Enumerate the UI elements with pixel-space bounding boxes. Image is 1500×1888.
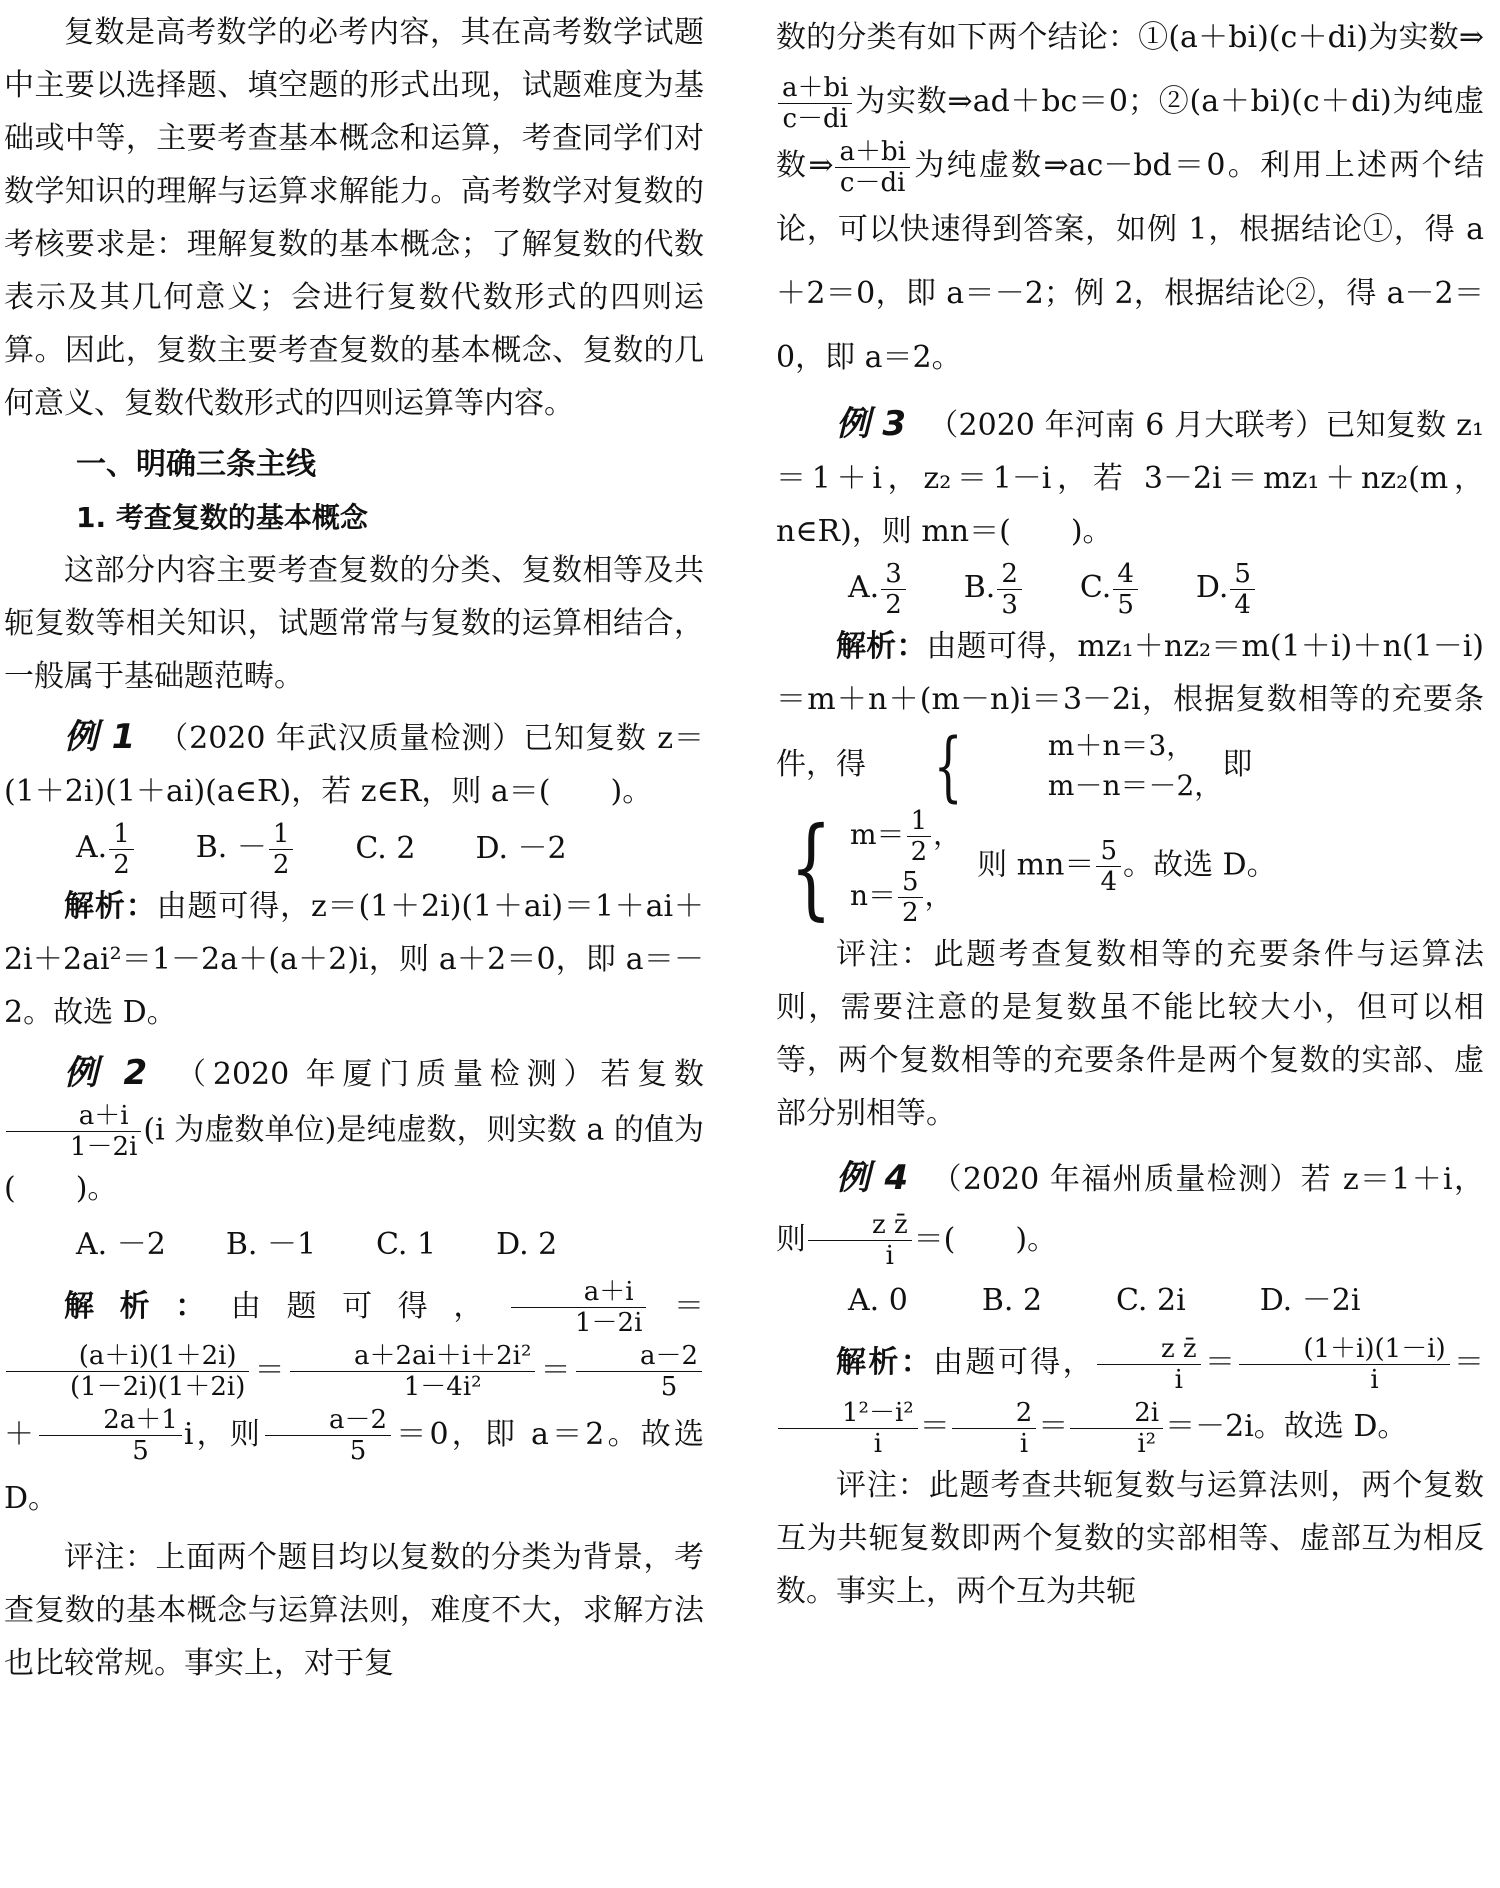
example-4-solution: 解析：由题可得， $\frac{\text{z z̄}}{i}$ ＝ $\frac{(1+i)(1-i)}{i}$ ＝ $\frac{\text{1²－i²}}{i}$ ＝ $\frac{2}{i}$ ＝ $\frac{2i}{\text{i²}}$ ＝－2i。故选 D。 (776, 1331, 1484, 1459)
example-4-choices (776, 1271, 1484, 1331)
section-heading: 一、明确三条主线 (76, 447, 316, 482)
example-4-question: 例 4 （2020 年福州质量检测）若 z＝1＋i，则 $\frac{\text{z z̄}}{i}$ ＝( )。 (776, 1157, 1484, 1271)
example-1-text: （2020 年武汉质量检测）已知复数 z＝(1＋2i)(1＋ai)(a∈R)，若 z∈R，则 a＝( )。 (4, 721, 704, 809)
choice-d: D. －2i (1259, 1283, 1361, 1318)
left-column (4, 6, 704, 1690)
right-column (776, 6, 1484, 1618)
example-1-question (4, 711, 704, 818)
choice-a: A. $\frac{1}{2}$ (76, 818, 136, 880)
choice-a: A. $\frac{3}{2}$ (848, 558, 908, 620)
comment-paragraph: 评注：上面两个题目均以复数的分类为背景，考查复数的基本概念与运算法则，难度不大，求解方法也比较常规。事实上，对于复 (4, 1539, 704, 1681)
example-4-label: 例 4 (836, 1157, 909, 1198)
choice-c: C. $\frac{4}{5}$ (1080, 558, 1140, 620)
choice-c: C. 2i (1116, 1283, 1186, 1318)
solution-system: { m＝ $\frac{1}{2}$ ， n＝ $\frac{5}{2}$ ， (790, 802, 962, 931)
example-2-question: 例 2 （2020 年厦门质量检测）若复数 $\frac{a+i}{1-2i}$ (i 为虚数单位)是纯虚数，则实数 a 的值为( )。 (4, 1052, 704, 1206)
example-2-solution: 解析：由题可得， $\frac{a+i}{1-2i}$ ＝ $\frac{(a+i)(1+2i)}{(1-2i)(1+2i)}$ ＝ $\frac{\text{a＋2ai＋i＋2i²}}{\text{1－4i²}}$ ＝ $\frac{a-2}{5}$ ＋ $\frac{2a+1}{5}$ i，则 $\frac{a-2}{5}$ ＝0，即 a＝2。故选 D。 (4, 1277, 705, 1516)
example-1-solution: 解析：由题可得，z＝(1＋2i)(1＋ai)＝1＋ai＋2i＋2ai²＝1－2a＋(a＋2)i，则 a＋2＝0，即 a＝－2。故选 D。 (4, 888, 705, 1030)
continued-paragraph: 数的分类有如下两个结论：①(a＋bi)(c＋di)为实数⇒ $\frac{a+bi}{c-di}$ 为实数⇒ad＋bc＝0；②(a＋bi)(c＋di)为纯虚数⇒ $\frac{a+bi}{c-di}$ 为纯虚数⇒ac－bd＝0。利用上述两个结论，可以快速得到答案，如例 1，根据结论①，得 a＋2＝0，即 a＝－2；例 2，根据结论②，得 a－2＝0，即 a＝2。 (776, 20, 1484, 375)
choice-a: A. 0 (848, 1283, 908, 1318)
example-2-choices (4, 1215, 704, 1275)
example-3-result: { m＝ $\frac{1}{2}$ ， n＝ $\frac{5}{2}$ ， 则 mn＝ $\frac{5}{4}$ 。故选 D。 (776, 806, 1484, 928)
example-3-solution: 解析：由题可得，mz₁＋nz₂＝m(1＋i)＋n(1－i)＝m＋n＋(m－n)i＝3－2i，根据复数相等的充要条件，得 { m＋n＝3， m－n＝－2， 即 (776, 628, 1485, 810)
example-3-question: 例 3 （2020 年河南 6 月大联考）已知复数 z₁＝1＋i，z₂＝1－i，若 3－2i＝mz₁＋nz₂(m，n∈R)，则 mn＝( )。 (776, 404, 1484, 549)
equation-system: { m＋n＝3， m－n＝－2， (933, 720, 1223, 810)
example-3-choices (776, 558, 1484, 620)
intro-paragraph: 复数是高考数学的必考内容，其在高考数学试题中主要以选择题、填空题的形式出现，试题难度为基础或中等，主要考查基本概念和运算，考查同学们对数学知识的理解与运算求解能力。高考数学对复数的考核要求是：理解复数的基本概念；了解复数的代数表示及其几何意义；会进行复数代数形式的四则运算。因此，复数主要考查复数的基本概念、复数的几何意义、复数代数形式的四则运算等内容。 (4, 15, 704, 421)
example-4-comment: 评注：此题考查共轭复数与运算法则，两个复数互为共轭复数即两个复数的实部相等、虚部互为相反数。事实上，两个互为共轭 (776, 1468, 1484, 1609)
choice-b: B. － $\frac{1}{2}$ (196, 818, 296, 880)
example-1-label: 例 1 (64, 717, 136, 757)
choice-d: D. 2 (496, 1226, 558, 1262)
choice-a: A. －2 (76, 1226, 166, 1262)
subsection-paragraph: 这部分内容主要考查复数的分类、复数相等及共轭复数等相关知识，试题常常与复数的运算相结合，一般属于基础题范畴。 (4, 553, 704, 694)
subsection-heading: 1. 考查复数的基本概念 (76, 501, 368, 534)
choice-d: D. －2 (475, 830, 567, 866)
choice-c: C. 1 (376, 1226, 437, 1262)
choice-b: B. －1 (225, 1226, 317, 1262)
example-3-label: 例 3 (836, 404, 907, 444)
choice-b: B. 2 (981, 1283, 1043, 1318)
choice-d: D. $\frac{5}{4}$ (1196, 558, 1257, 620)
choice-b: B. $\frac{2}{3}$ (964, 558, 1024, 620)
example-2-label: 例 2 (64, 1052, 148, 1093)
example-3-comment: 评注：此题考查复数相等的充要条件与运算法则，需要注意的是复数虽不能比较大小，但可以相等，两个复数相等的充要条件是两个复数的实部、虚部分别相等。 (776, 936, 1484, 1131)
choice-c: C. 2 (355, 830, 416, 866)
example-1-choices (4, 818, 704, 880)
